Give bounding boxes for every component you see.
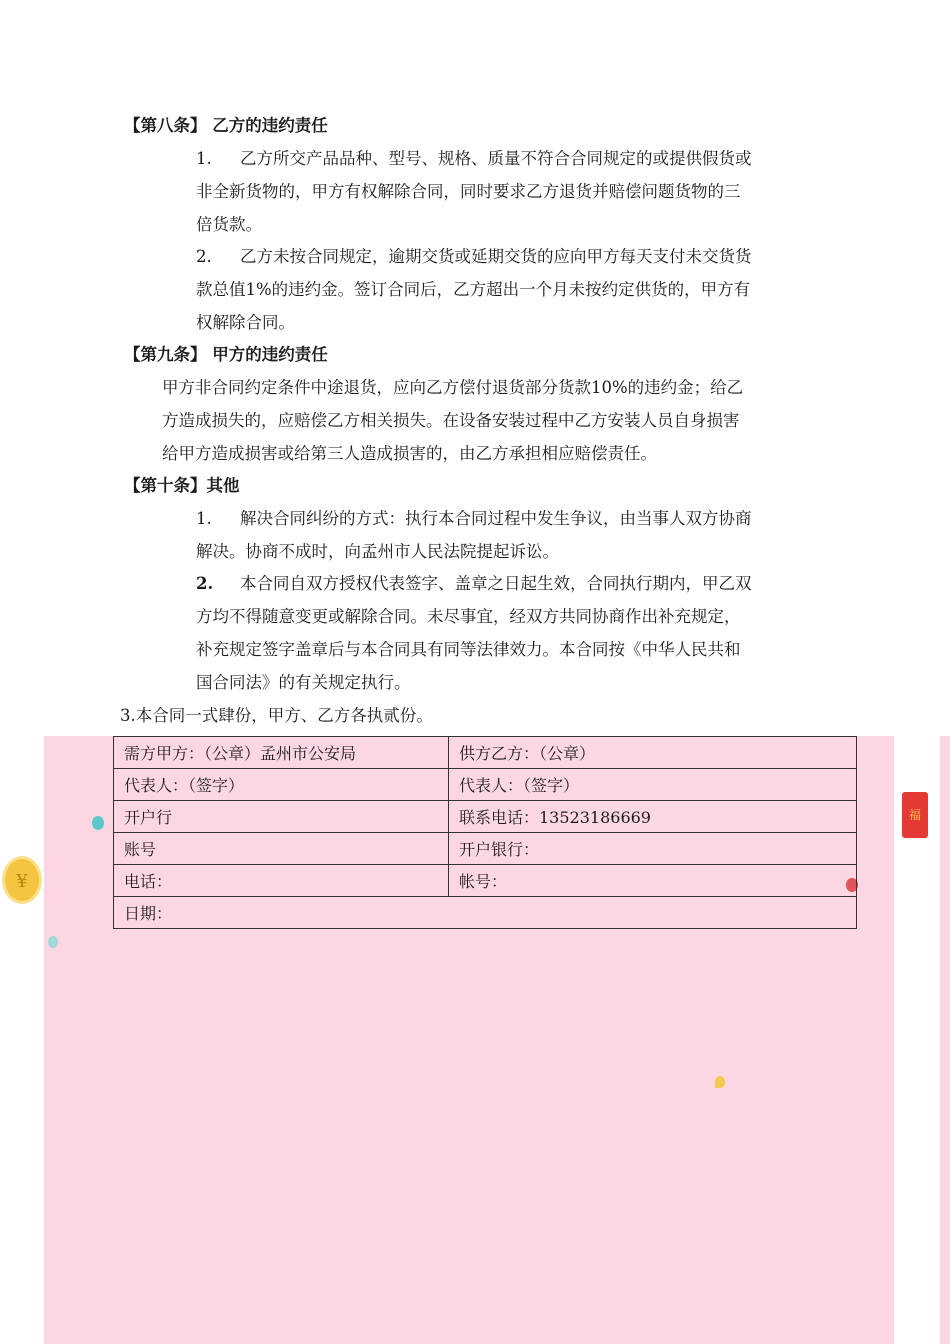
body-line: 甲方非合同约定条件中途退货，应向乙方偿付退货部分货款10%的违约金；给乙 [162, 378, 744, 397]
item-line: 解决。协商不成时，向孟州市人民法院提起诉讼。 [196, 542, 559, 561]
article-10-item-2 [196, 567, 752, 699]
coin-icon: ¥ [2, 856, 42, 904]
seller-phone-cell: 联系电话：13523186669 [449, 801, 857, 833]
buyer-phone-cell: 电话： [114, 865, 449, 897]
item-line: 方均不得随意变更或解除合同。未尽事宜，经双方共同协商作出补充规定， [196, 607, 741, 626]
buyer-representative-cell: 代表人：（签字） [114, 769, 449, 801]
item-number: 1. [196, 149, 212, 168]
article-8-item-1 [196, 142, 752, 241]
item-number: 2. [196, 247, 212, 266]
item-line: 款总值1%的违约金。签订合同后，乙方超出一个月未按约定供货的，甲方有 [196, 280, 751, 299]
seller-account-cell: 帐号： [449, 865, 857, 897]
red-envelope-icon: 福 [902, 792, 928, 838]
item-line: 乙方所交产品品种、型号、规格、质量不符合合同规定的或提供假货或 [240, 149, 752, 168]
date-cell: 日期： [114, 897, 857, 929]
item-line: 非全新货物的，甲方有权解除合同，同时要求乙方退货并赔偿问题货物的三 [196, 182, 741, 201]
item-number: 1. [196, 509, 212, 528]
seller-seal-cell: 供方乙方：（公章） [449, 737, 857, 769]
article-8-heading: 【第八条】 乙方的违约责任 [124, 116, 328, 135]
article-10-item-3: 3.本合同一式肆份，甲方、乙方各执贰份。 [120, 706, 433, 725]
table-row [114, 833, 857, 865]
confetti-dot [92, 816, 104, 830]
buyer-seal-cell: 需方甲方：（公章）孟州市公安局 [114, 737, 449, 769]
table-row [114, 769, 857, 801]
buyer-account-cell: 账号 [114, 833, 449, 865]
confetti-dot [715, 1076, 725, 1088]
item-line: 权解除合同。 [196, 313, 295, 332]
article-10-heading: 【第十条】其他 [124, 476, 240, 495]
item-number: 2. [196, 574, 214, 593]
body-line: 给甲方造成损害或给第三人造成损害的，由乙方承担相应赔偿责任。 [162, 444, 657, 463]
item-line: 解决合同纠纷的方式：执行本合同过程中发生争议，由当事人双方协商 [240, 509, 752, 528]
body-line: 方造成损失的，应赔偿乙方相关损失。在设备安装过程中乙方安装人员自身损害 [162, 411, 740, 430]
item-line: 补充规定签字盖章后与本合同具有同等法律效力。本合同按《中华人民共和 [196, 640, 741, 659]
item-line: 乙方未按合同规定，逾期交货或延期交货的应向甲方每天支付未交货货 [240, 247, 752, 266]
table-row [114, 801, 857, 833]
article-9-heading: 【第九条】 甲方的违约责任 [124, 345, 328, 364]
seller-representative-cell: 代表人：（签字） [449, 769, 857, 801]
pink-background-edge [940, 736, 950, 1344]
table-row [114, 897, 857, 929]
confetti-dot [48, 936, 58, 948]
seller-bank-cell: 开户银行： [449, 833, 857, 865]
table-row [114, 737, 857, 769]
item-line: 国合同法》的有关规定执行。 [196, 673, 411, 692]
article-10-item-1 [196, 502, 752, 568]
item-line: 倍货款。 [196, 215, 262, 234]
article-8-item-2 [196, 240, 752, 339]
signature-table [113, 736, 857, 929]
buyer-bank-cell: 开户行 [114, 801, 449, 833]
article-9-body [162, 371, 743, 470]
item-line: 本合同自双方授权代表签字、盖章之日起生效，合同执行期内，甲乙双 [240, 574, 752, 593]
table-row [114, 865, 857, 897]
